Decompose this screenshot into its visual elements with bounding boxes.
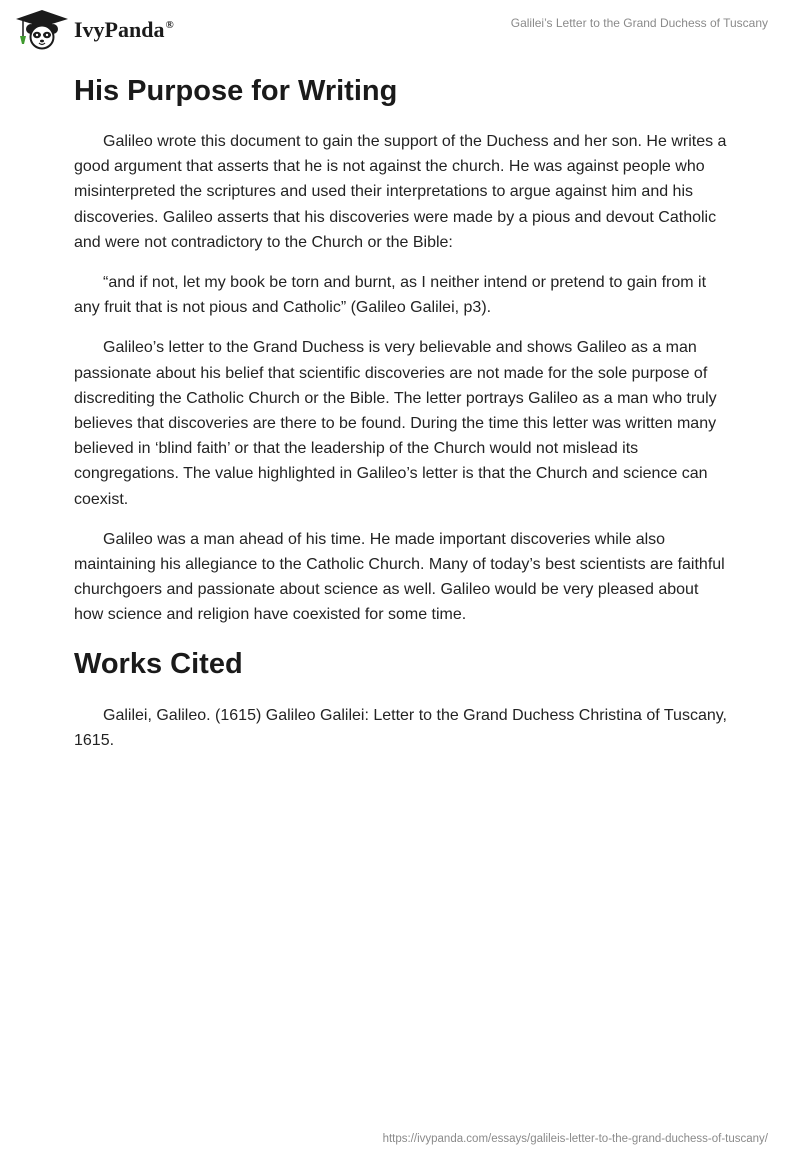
brand-name: IvyPanda® [74,17,174,42]
paragraph: Galileo’s letter to the Grand Duchess is very believable and shows Galileo as a man passionate about his belief that scientific discoveries are not made for the sole purpose of discrediting the Catholic Church or the Bible. The letter portrays Galileo as a man who truly believes that discoveries are there to be found. During the time this letter was written many believed in ‘blind faith’ or that the leadership of the Church would not mislead its congregations. The value highlighted in Galileo’s letter is that the Church and science can coexist. [74,339,717,508]
paragraph: Galileo was a man ahead of his time. He made important discoveries while also maintaining his allegiance to the Catholic Church. Many of today’s best scientists are faithful churchgoers and passionate about science as well. Galileo would be very pleased about how science and religion have coexisted for some time. [74,530,725,624]
paragraph: Galileo wrote this document to gain the support of the Duchess and her son. He writes a good argument that asserts that he is not against the church. He was against people who misinterpreted the scriptures and used their interpretations to argue against him and his discoveries. Galileo asserts that his discoveries were made by a pious and devout Catholic and were not contradictory to the Church or the Bible: [74,133,727,251]
brand-logo[interactable] [14,8,174,50]
registered-mark: ® [165,19,174,31]
quote-paragraph: “and if not, let my book be torn and burnt, as I neither intend or pretend to gain from it any fruit that is not pious and Catholic” (Galileo Galilei, p3). [74,274,707,317]
panda-graduation-cap-icon [14,8,70,50]
citation-entry: Galilei, Galileo. (1615) Galileo Galilei: Letter to the Grand Duchess Christina of Tuscany, 1615. [74,706,727,749]
section-heading-works-cited: Works Cited [74,647,243,680]
source-url-link[interactable]: https://ivypanda.com/essays/galileis-letter-to-the-grand-duchess-of-tuscany/ [382,1133,768,1145]
section-heading-purpose: His Purpose for Writing [74,75,398,107]
running-title: Galilei’s Letter to the Grand Duchess of Tuscany [510,16,768,30]
essay-content [74,70,728,768]
